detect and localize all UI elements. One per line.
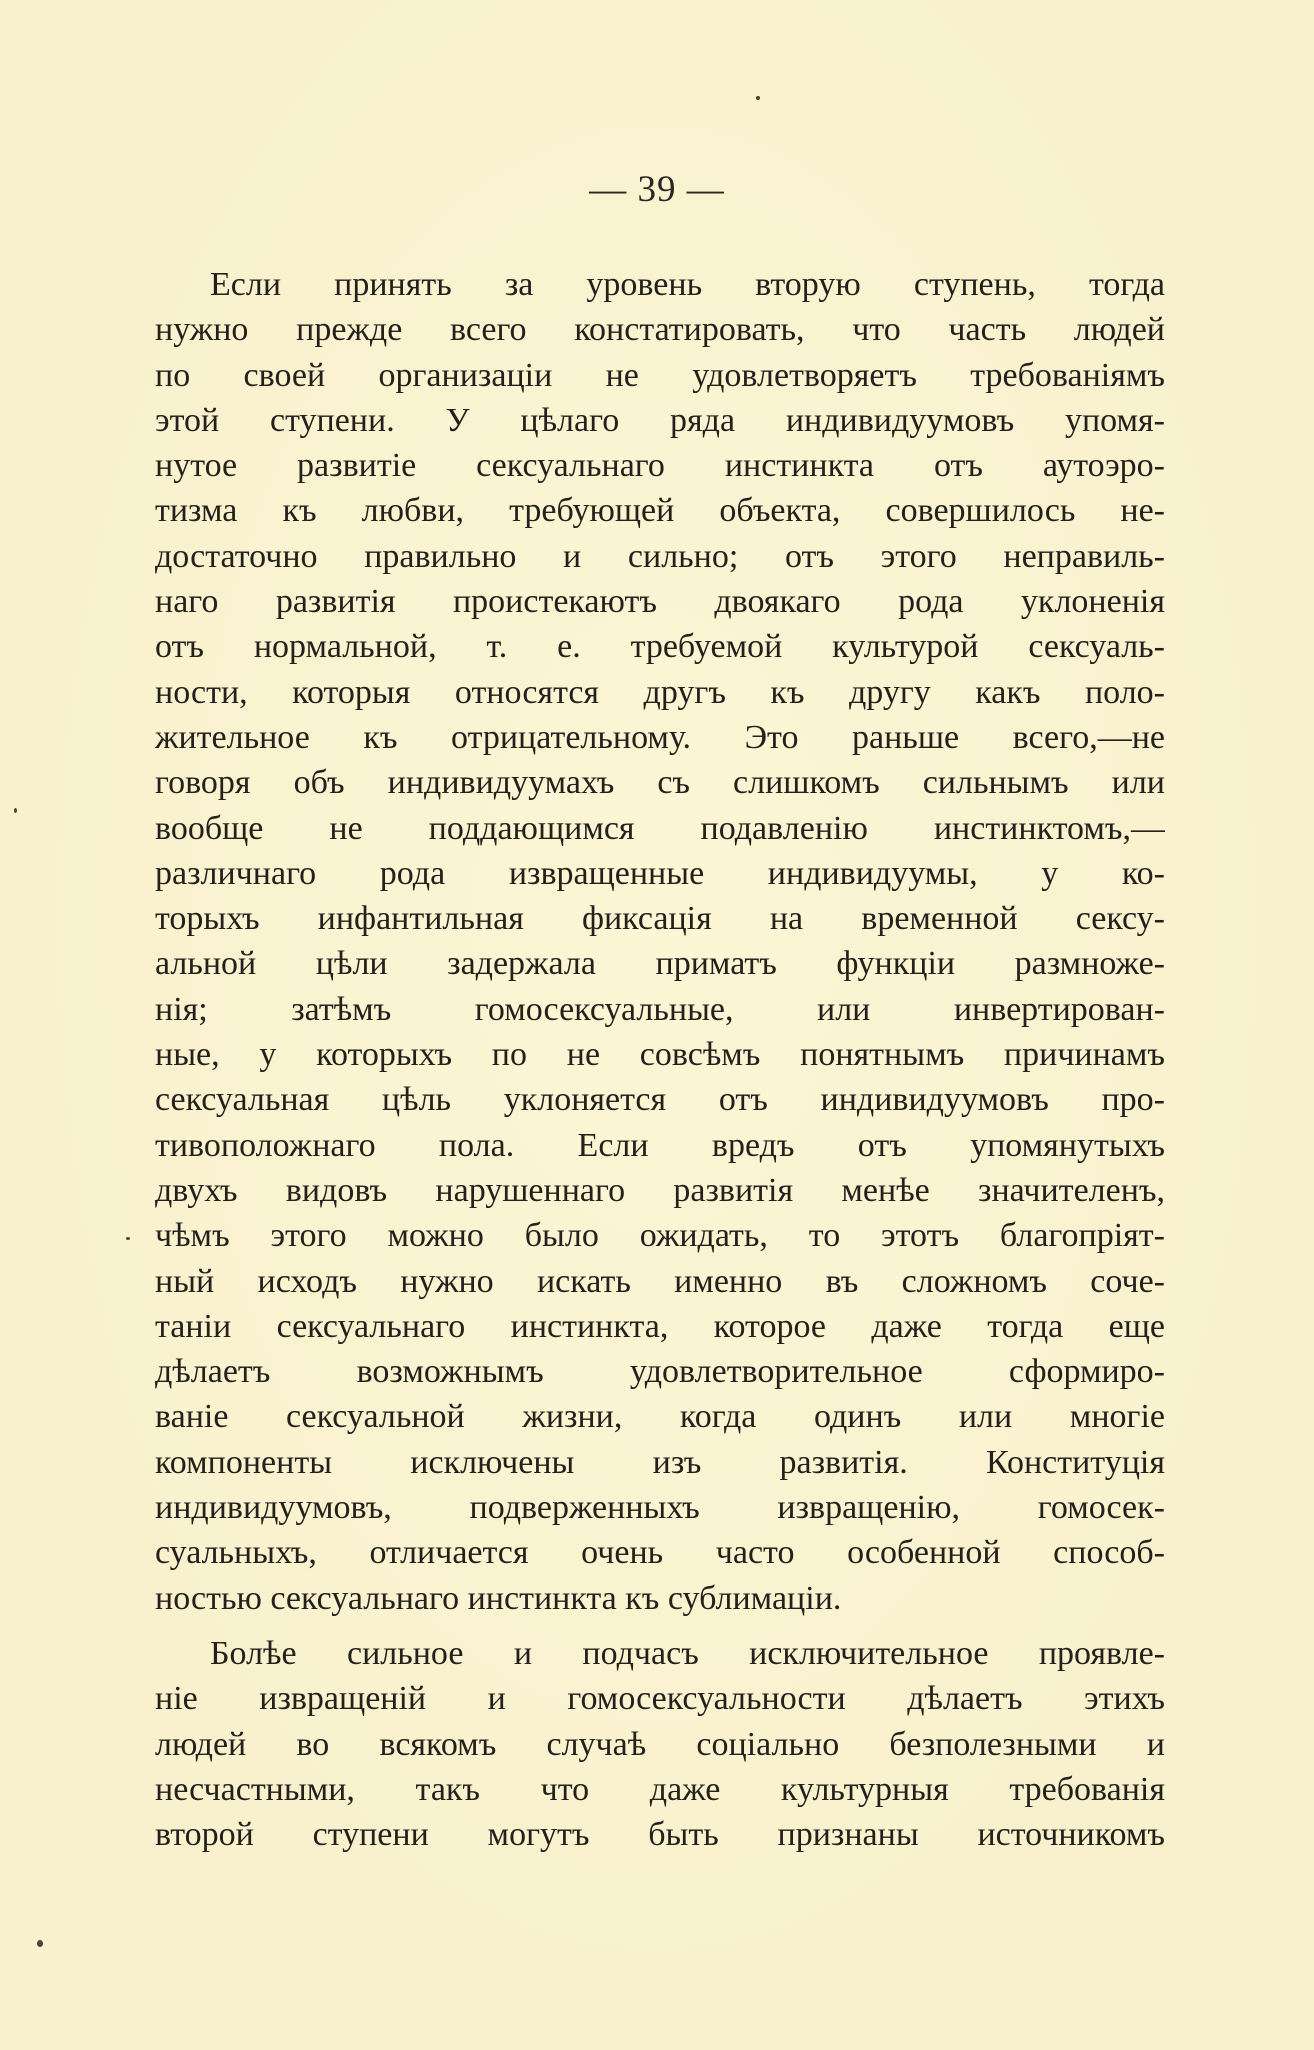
text-line: ности, которыя относятся другъ къ другу какъ поло- <box>155 673 1165 711</box>
text-line: этой ступени. У цѣлаго ряда индивидуумовъ упомя- <box>155 401 1165 439</box>
text-line: Болѣе сильное и подчасъ исключительное проявле- <box>210 1634 1165 1672</box>
text-line: тивоположнаго пола. Если вредъ отъ упомянутыхъ <box>155 1126 1165 1164</box>
text-line: альной цѣли задержала приматъ функціи размноже- <box>155 945 1165 983</box>
paragraph-2 <box>155 1631 1165 1857</box>
paragraph-1 <box>155 262 1165 1621</box>
text-line: Если принять за уровень вторую ступень, тогда <box>210 266 1165 303</box>
text-line: суальныхъ, отличается очень часто особенной способ- <box>155 1534 1165 1572</box>
text-line: дѣлаетъ возможнымъ удовлетворительное сформиро- <box>155 1353 1165 1391</box>
text-line: двухъ видовъ нарушеннаго развитія менѣе значителенъ, <box>155 1171 1165 1209</box>
text-line: говоря объ индивидуумахъ съ слишкомъ сильнымъ или <box>155 764 1165 802</box>
text-line: таніи сексуальнаго инстинкта, которое даже тогда еще <box>155 1307 1165 1345</box>
text-line: ностью сексуальнаго инстинкта къ сублимаціи. <box>155 1579 842 1617</box>
paper-speck <box>126 1237 130 1240</box>
text-line: по своей организаціи не удовлетворяетъ требованіямъ <box>155 356 1165 394</box>
text-line: ніе извращеній и гомосексуальности дѣлаетъ этихъ <box>155 1680 1165 1718</box>
text-line: людей во всякомъ случаѣ соціально безполезными и <box>155 1725 1165 1763</box>
text-line: индивидуумовъ, подверженныхъ извращенію, гомосек- <box>155 1489 1165 1527</box>
body-text <box>155 262 1165 1857</box>
paper-speck <box>14 808 17 813</box>
text-line: второй ступени могутъ быть признаны источникомъ <box>155 1816 1165 1854</box>
text-line: наго развитія проистекаютъ двоякаго рода уклоненія <box>155 583 1165 621</box>
text-line: сексуальная цѣль уклоняется отъ индивидуумовъ про- <box>155 1081 1165 1119</box>
text-line: ные, у которыхъ по не совсѣмъ понятнымъ причинамъ <box>155 1036 1165 1074</box>
text-line: нія; затѣмъ гомосексуальные, или инвертирован- <box>155 990 1165 1028</box>
paragraph-gap <box>155 1621 1165 1631</box>
paper-speck <box>37 1940 43 1947</box>
text-line: достаточно правильно и сильно; отъ этого неправиль- <box>155 537 1165 575</box>
text-line: жительное къ отрицательному. Это раньше всего,—не <box>155 718 1165 756</box>
text-line: нужно прежде всего констатировать, что часть людей <box>155 311 1165 349</box>
text-line: чѣмъ этого можно было ожидать, то этотъ благопріят- <box>155 1217 1165 1255</box>
text-line: компоненты исключены изъ развитія. Конституція <box>155 1443 1165 1481</box>
text-line: тизма къ любви, требующей объекта, совершилось не- <box>155 492 1165 530</box>
text-line: ваніе сексуальной жизни, когда одинъ или многіе <box>155 1398 1165 1436</box>
paper-speck <box>756 96 760 100</box>
text-line: различнаго рода извращенные индивидуумы, у ко- <box>155 854 1165 892</box>
text-line: ный исходъ нужно искать именно въ сложномъ соче- <box>155 1262 1165 1300</box>
text-line: вообще не поддающимся подавленію инстинктомъ,— <box>155 809 1165 847</box>
text-line: несчастными, такъ что даже культурныя требованія <box>155 1770 1165 1808</box>
text-line: отъ нормальной, т. е. требуемой культурой сексуаль- <box>155 628 1165 666</box>
text-line: торыхъ инфантильная фиксація на временной сексу- <box>155 900 1165 938</box>
text-line: нутое развитіе сексуальнаго инстинкта отъ аутоэро- <box>155 447 1165 485</box>
page-number: — 39 — <box>589 169 725 210</box>
